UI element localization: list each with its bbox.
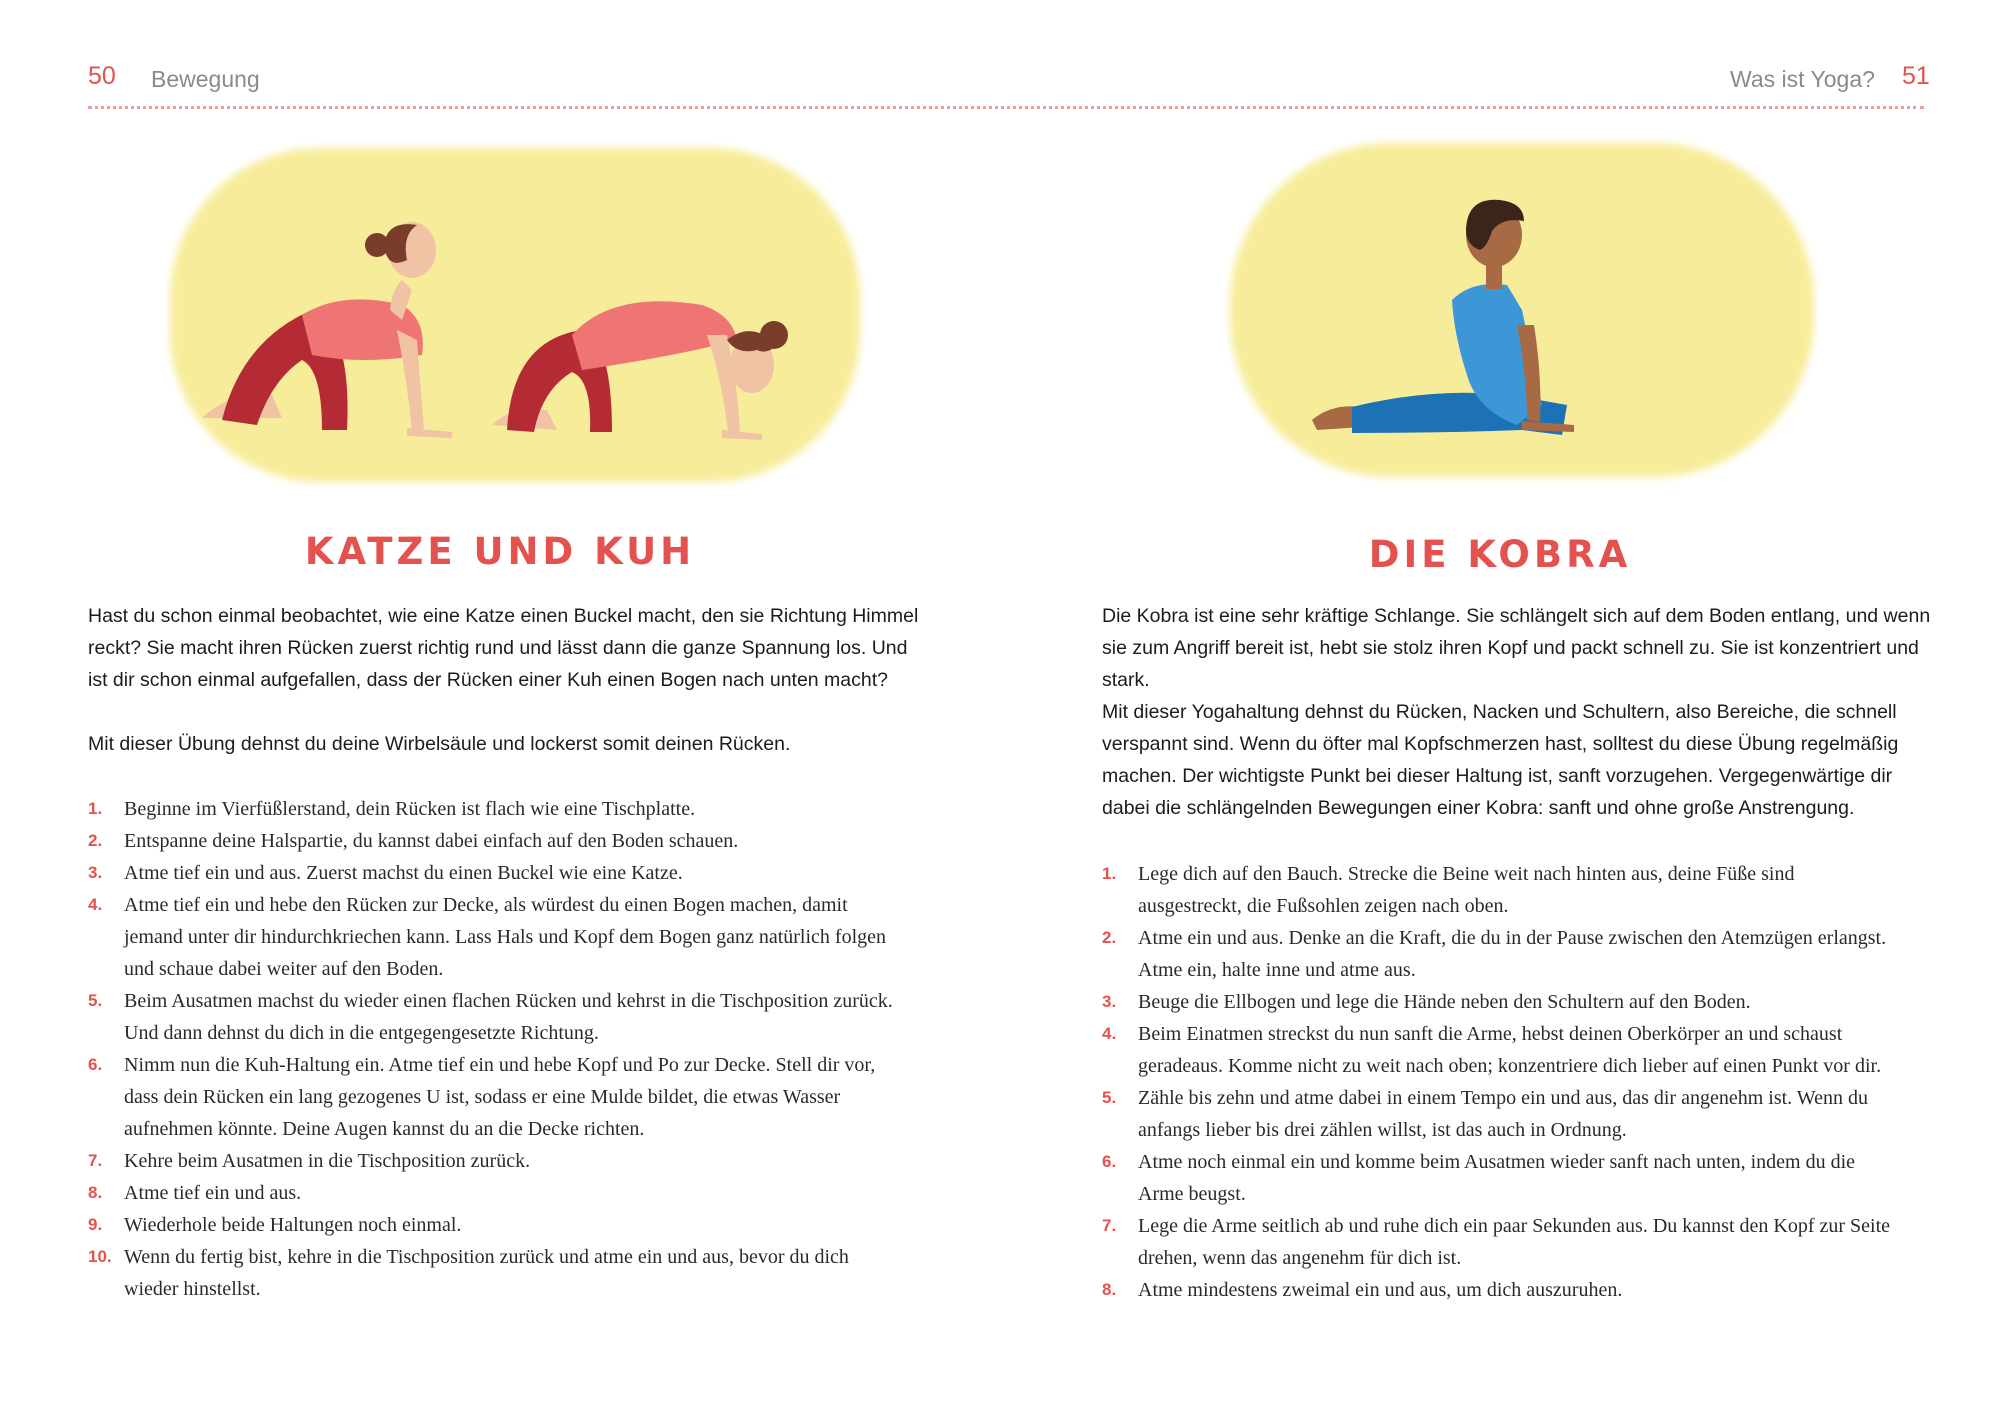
intro-paragraph: Hast du schon einmal beobachtet, wie eine Katze einen Buckel macht, den sie Richtung Himmel reckt? Sie macht ihren Rücken zuerst richtig rund und lässt dann die ganze Spannung los. Und ist dir schon einmal aufgefallen, dass der Rücken einer Kuh einen Bogen nach unten macht? <box>88 605 919 691</box>
list-item: 4. Beim Einatmen streckst du nun sanft die Arme, hebst deinen Oberkörper an und schaust geradeaus. Komme nicht zu weit nach oben; konzentriere dich lieber auf einen Punkt vor dir. <box>1102 1023 1882 1077</box>
list-item: 4. Atme tief ein und hebe den Rücken zur Decke, als würdest du einen Bogen machen, damit jemand unter dir hindurchkriechen kann. Lass Hals und Kopf dem Bogen ganz natürlich folgen und schaue dabei weiter auf den Boden. <box>88 894 887 980</box>
list-item: 6. Atme noch einmal ein und komme beim Ausatmen wieder sanft nach unten, indem du die Arme beugst. <box>1102 1151 1856 1205</box>
cobra-illustration <box>1222 135 1822 485</box>
steps-list <box>1102 858 1902 1306</box>
section-title: Was ist Yoga? <box>1730 66 1875 92</box>
list-item: 10. Wenn du fertig bist, kehre in die Tischposition zurück und atme ein und aus, bevor du dich wieder hinstellst. <box>88 1246 849 1300</box>
list-item: 2. Atme ein und aus. Denke an die Kraft, die du in der Pause zwischen den Atemzügen erlangst. Atme ein, halte inne und atme aus. <box>1102 927 1887 981</box>
intro-paragraph-2: Mit dieser Übung dehnst du deine Wirbelsäule und lockerst somit deinen Rücken. <box>88 733 791 755</box>
list-item: 5. Zähle bis zehn und atme dabei in einem Tempo ein und aus, das dir angenehm ist. Wenn du anfangs lieber bis drei zählen willst, ist das auch in Ordnung. <box>1102 1087 1868 1141</box>
steps-list <box>88 793 908 1305</box>
intro-paragraph-2: Mit dieser Yogahaltung dehnst du Rücken, Nacken und Schultern, also Bereiche, die schnell verspannt sind. Wenn du öfter mal Kopfschmerzen hast, solltest du diese Übung regelmäßig machen. Der wichtigste Punkt bei dieser Haltung ist, sanft vorzugehen. Vergegenwärtige dir dabei die schlängelnden Bewegungen einer Kobra: sanft und ohne große Anstrengung. <box>1102 701 1899 819</box>
page-number: 51 <box>1902 62 1930 90</box>
exercise-title: KATZE UND KUH <box>304 530 696 573</box>
list-item: 6. Nimm nun die Kuh-Haltung ein. Atme tief ein und hebe Kopf und Po zur Decke. Stell dir vor, dass dein Rücken ein lang gezogenes U ist, sodass er eine Mulde bildet, die etwas Wasser aufnehmen könnte. Deine Augen kannst du an die Decke richten. <box>88 1054 876 1140</box>
yellow-backdrop <box>170 148 860 482</box>
right-page <box>1000 0 2000 1412</box>
list-item: 5. Beim Ausatmen machst du wieder einen flachen Rücken und kehrst in die Tischposition zurück. Und dann dehnst du dich in die entgegengesetzte Richtung. <box>88 990 893 1044</box>
list-item: 2. Entspanne deine Halspartie, du kannst dabei einfach auf den Boden schauen. <box>88 830 739 852</box>
list-item: 7. Kehre beim Ausatmen in die Tischposition zurück. <box>88 1150 531 1172</box>
list-item: 3. Atme tief ein und aus. Zuerst machst du einen Buckel wie eine Katze. <box>88 862 683 884</box>
exercise-title: DIE KOBRA <box>1368 533 1632 576</box>
list-item: 3. Beuge die Ellbogen und lege die Hände neben den Schultern auf den Boden. <box>1102 991 1751 1013</box>
list-item: 7. Lege die Arme seitlich ab und ruhe dich ein paar Sekunden aus. Du kannst den Kopf zur Seite drehen, wenn das angenehm für dich ist. <box>1102 1215 1891 1269</box>
list-item: 9. Wiederhole beide Haltungen noch einmal. <box>88 1214 462 1236</box>
intro-paragraph: Die Kobra ist eine sehr kräftige Schlange. Sie schlängelt sich auf dem Boden entlang, und wenn sie zum Angriff bereit ist, hebt sie stolz ihren Kopf und packt schnell zu. Sie ist konzentriert und stark. <box>1102 605 1931 691</box>
list-item: 1. Lege dich auf den Bauch. Strecke die Beine weit nach hinten aus, deine Füße sind ausgestreckt, die Fußsohlen zeigen nach oben. <box>1102 863 1795 917</box>
section-title: Bewegung <box>151 66 260 92</box>
cat-cow-illustration <box>162 140 868 490</box>
list-item: 1. Beginne im Vierfüßlerstand, dein Rücken ist flach wie eine Tischplatte. <box>88 798 696 820</box>
list-item: 8. Atme tief ein und aus. <box>88 1182 302 1204</box>
list-item: 8. Atme mindestens zweimal ein und aus, um dich auszuruhen. <box>1102 1279 1623 1301</box>
page-number: 50 <box>88 62 116 90</box>
